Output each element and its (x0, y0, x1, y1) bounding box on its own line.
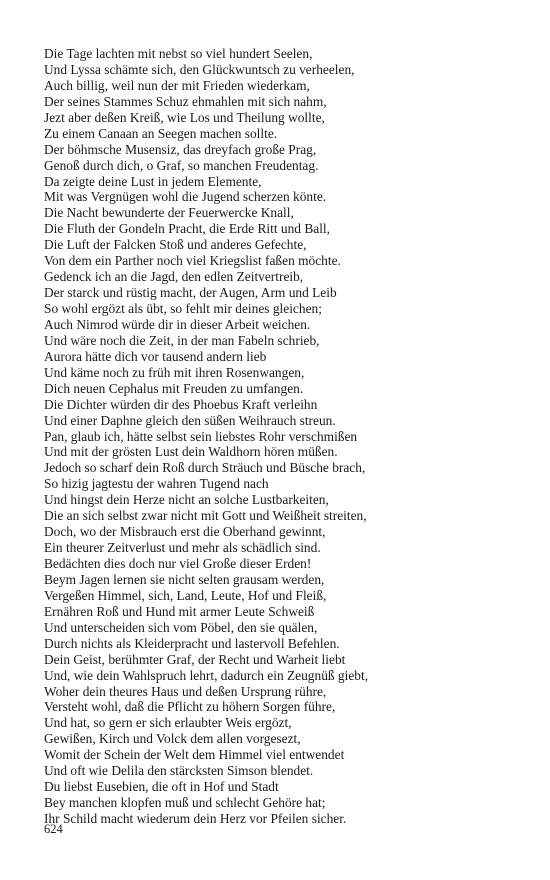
poem-line: Ernähren Roß und Hund mit armer Leute Schweiß (44, 603, 315, 619)
poem-line: Ihr Schild macht wiederum dein Herz vor Pfeilen sicher. (44, 811, 347, 826)
poem-line: Auch Nimrod würde dir in dieser Arbeit weichen. (44, 316, 311, 332)
poem-line: Womit der Schein der Welt dem Himmel viel entwendet (44, 747, 345, 763)
poem-line: Ein theurer Zeitverlust und mehr als schädlich sind. (44, 540, 321, 556)
poem-line: So wohl ergözt als übt, so fehlt mir deines gleichen; (44, 301, 322, 316)
poem-line: Pan, glaub ich, hätte selbst sein liebstes Rohr verschmißen (44, 428, 358, 444)
poem-line: Und hingst dein Herze nicht an solche Lustbarkeiten, (44, 492, 329, 508)
poem-line: Da zeigte deine Lust in jedem Elemente, (44, 173, 262, 189)
poem-line: Die Tage lachten mit nebst so viel hundert Seelen, (44, 46, 313, 61)
poem-line: Vergeßen Himmel, sich, Land, Leute, Hof und Fleiß, (44, 587, 327, 603)
page-number: 624 (44, 822, 63, 836)
poem-line: Und einer Daphne gleich den süßen Weihrauch streun. (44, 412, 336, 428)
poem-line: Und hat, so gern er sich erlaubter Weis ergözt, (44, 715, 292, 731)
poem-line: Jezt aber deßen Kreiß, wie Los und Theilung wollte, (44, 109, 325, 125)
poem-line: Du liebst Eusebien, die oft in Hof und Stadt (44, 779, 279, 795)
poem-line: Die Nacht bewunderte der Feuerwercke Knall, (44, 205, 294, 221)
poem-line: Von dem ein Parther noch viel Kriegslist faßen möchte. (44, 253, 341, 269)
poem-line: Und käme noch zu früh mit ihren Rosenwangen, (44, 364, 305, 380)
poem-line: Beym Jagen lernen sie nicht selten grausam werden, (44, 571, 325, 587)
poem-line: Genoß durch dich, o Graf, so manchen Freudentag. (44, 157, 319, 173)
poem-line: Und oft wie Delila den stärcksten Simson blendet. (44, 763, 314, 779)
poem-line: Der starck und rüstig macht, der Augen, Arm und Leib (44, 285, 337, 301)
poem-line: Die an sich selbst zwar nicht mit Gott und Weißheit streiten, (44, 508, 367, 524)
poem-line: Bedächten dies doch nur viel Große dieser Erden! (44, 556, 312, 571)
poem-line: Dich neuen Cephalus mit Freuden zu umfangen. (44, 380, 304, 396)
poem-line: Und mit der grösten Lust dein Waldhorn hören müßen. (44, 444, 338, 460)
poem-line: Die Dichter würden dir des Phoebus Kraft verleihn (44, 396, 318, 412)
poem-line: Jedoch so scharf dein Roß durch Sträuch und Büsche brach, (44, 460, 366, 476)
poem-line: Versteht wohl, daß die Pflicht zu höhern Sorgen führe, (44, 699, 336, 715)
poem-line: Und Lyssa schämte sich, den Glückwuntsch zu verheelen, (44, 61, 355, 77)
poem-line: Der seines Stammes Schuz ehmahlen mit sich nahm, (44, 93, 327, 109)
poem-line: Mit was Vergnügen wohl die Jugend scherzen könte. (44, 189, 327, 205)
poem-line: Durch nichts als Kleiderpracht und lastervoll Befehlen. (44, 635, 340, 651)
poem-text (44, 46, 514, 827)
poem-line: Und wäre noch die Zeit, in der man Fabeln schrieb, (44, 332, 320, 348)
poem-line: Zu einem Canaan an Seegen machen sollte. (44, 125, 278, 141)
poem-line: Die Fluth der Gondeln Pracht, die Erde Ritt und Ball, (44, 221, 330, 237)
poem-line: Aurora hätte dich vor tausend andern lieb (44, 348, 267, 364)
poem-line: Auch billig, weil nun der mit Frieden wiederkam, (44, 77, 310, 93)
poem-line: Doch, wo der Misbrauch erst die Oberhand gewinnt, (44, 524, 326, 540)
poem-line: Und unterscheiden sich vom Pöbel, den sie quälen, (44, 619, 318, 635)
poem-line: Woher dein theures Haus und deßen Ursprung rühre, (44, 683, 327, 699)
poem-line: Gewißen, Kirch und Volck dem allen vorgesezt, (44, 731, 301, 747)
poem-line: Und, wie dein Wahlspruch lehrt, dadurch ein Zeugnüß giebt, (44, 667, 369, 683)
poem-line: Der böhmsche Musensiz, das dreyfach große Prag, (44, 141, 317, 157)
poem-line: Die Luft der Falcken Stoß und anderes Gefechte, (44, 237, 307, 253)
poem-line: So hizig jagtestu der wahren Tugend nach (44, 476, 269, 492)
poem-line: Dein Geist, berühmter Graf, der Recht und Warheit liebt (44, 651, 346, 667)
poem-line: Bey manchen klopfen muß und schlecht Gehöre hat; (44, 795, 326, 811)
poem-line: Gedenck ich an die Jagd, den edlen Zeitvertreib, (44, 269, 304, 285)
